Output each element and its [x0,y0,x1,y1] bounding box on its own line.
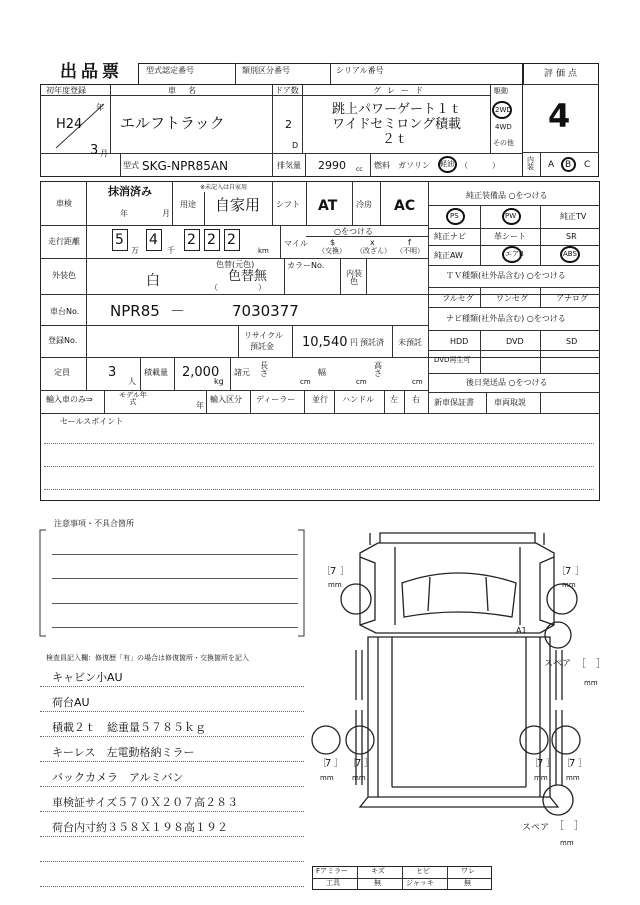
dims-label: 諸元 [234,368,250,377]
drive-4wd: 4WD [495,123,512,131]
genuine-tv: 純正TV [560,212,587,221]
note-underline [40,711,304,712]
first-reg-year: H24 [56,117,83,132]
manual: 車両取説 [494,398,526,407]
mile-opt1: （交換） [318,247,346,255]
tv-title: ＴＶ種類(社外品含む) ○をつける [446,271,566,280]
note-line-text: キーレス 左電動格納ミラー [52,746,195,759]
color-change-value: 色替無 [228,269,268,284]
bt-r1-c1: Fアミラー [316,867,349,875]
sheet-title: 出品票 [60,62,123,82]
drive-label: 駆動 [494,87,508,95]
category-no-label: 類別区分番号 [242,66,290,75]
handle-label: ハンドル [342,395,374,404]
score-label: 評価点 [544,69,581,79]
model-label: 型式 [123,161,139,170]
note-line-text: 荷台AU [52,696,90,709]
grade-line-1: 跳上パワーゲート１ｔ [332,102,463,117]
tire-rl1-value: 7 [325,758,332,769]
warranty: 新車保証書 [434,398,474,407]
mileage-km: km [258,247,269,255]
note-underline [40,686,304,687]
import-type-label: 輸入区分 [210,395,242,404]
bt-r1-c3: ヒビ [416,867,430,875]
width-label: 幅 [318,368,326,377]
chassis-dash: － [170,302,186,320]
bt-r2-c2: 無 [374,879,381,887]
fuel-gasoline: ガソリン [398,161,430,170]
displacement-value: 2990 [318,159,346,172]
tire-rl1-mm: mm [320,774,334,782]
caution-bracket [38,528,306,638]
length-label: 長さ [260,361,268,378]
grade-label: グレード [373,86,429,95]
length-cm: cm [300,378,311,386]
capacity-value: 3 [108,365,117,380]
leather-seat: 革シート [494,232,526,241]
exterior-label: 外装色 [52,271,76,280]
fuel-diesel: 軽油 [440,160,454,168]
car-name: エルフトラック [120,114,225,132]
dvd: DVD [506,337,524,346]
first-reg-month: 3 [90,143,99,158]
right-label: 右 [412,395,420,404]
note-line-text: 車検証サイズ５７０Ｘ２０７高２８３ [52,796,239,809]
capacity-label: 定員 [54,368,70,377]
grade-line-2: ワイドセミロング積載 [332,117,461,132]
first-reg-label: 初年度登録 [46,86,86,95]
mileage-unit-sen: 千 [167,246,175,255]
shaken-month-unit: 月 [162,209,170,218]
year-suffix: 年 [96,103,104,112]
chassis-prefix: NPR85 [110,302,160,320]
shaken-value: 抹消済み [108,185,152,198]
doors-value: 2 [285,118,292,131]
chassis-number: 7030377 [232,302,299,320]
mileage-digit-1: 5 [115,232,124,248]
tire-rr1-value: 7 [537,758,544,769]
color-change-label: 色替(元色) [216,260,255,269]
reg-no-label: 登録No. [48,336,78,345]
usage-label: 用途 [180,200,196,209]
mileage-digit-4: 2 [207,232,216,248]
note-line-text: キャビン小AU [52,671,123,684]
bt-r2-c4: 無 [464,879,471,887]
month-suffix: 月 [100,149,108,158]
import-label: 輸入車のみ⇒ [46,395,93,404]
tire-tl-mm: mm [328,581,342,589]
tire-tl-value: 7 [330,566,337,577]
model-year-label: モデル年式 [119,391,147,406]
inspector-label: 検査員記入欄：修復歴「有」の場合は修復箇所・交換箇所を記入 [46,654,249,662]
dvd-play: DVD再生可 [434,356,471,364]
spare-label-top: スペア [544,659,572,669]
recycle-paid: 預託済 [360,338,384,347]
tire-tr-value: 7 [565,566,572,577]
spare-label-bottom: スペア [522,823,550,833]
drive-other: その他 [493,139,514,147]
recycle-label-1: リサイクル [244,331,283,340]
mile-opt1-sym: $ [330,238,336,247]
height-cm: cm [412,378,423,386]
usage-value: 自家用 [215,196,261,214]
tire-rl2-mm: mm [352,774,366,782]
dealer-label: ディーラー [256,395,296,404]
oneseg: ワンセグ [496,294,528,303]
note-underline [40,811,304,812]
genuine-title: 純正装備品 ○をつける [466,191,548,200]
caution-label: 注意事項・不具合箇所 [54,519,134,528]
abs: ABS [563,250,577,258]
displacement-label: 排気量 [277,161,301,170]
airbag: エアB [505,250,524,258]
recycle-label-2: 預託金 [250,342,274,351]
note-underline [40,836,304,837]
bt-r1-c4: ワレ [461,867,475,875]
score-value: 4 [548,97,571,135]
hdd: HDD [450,337,469,346]
recycle-value: 10,540 [302,335,348,350]
note-line-text: 荷台内寸約３５８Ｘ１９８高１９２ [52,821,228,834]
tire-rr2-mm: mm [566,774,580,782]
mileage-label: 走行距離 [48,237,80,246]
recycle-unit: 円 [350,338,358,347]
mark-a1: A1 [516,626,527,635]
bt-r2-c3: ジャッキ [406,879,434,887]
load-unit: kg [214,377,224,386]
model-value: SKG-NPR85AN [142,159,229,173]
tire-rr2-value: 7 [569,758,576,769]
shaken-label: 車検 [56,199,72,208]
interior-color-label: 内装色 [346,269,362,286]
cc-unit: cc [356,166,363,173]
genuine-navi: 純正ナビ [434,232,466,241]
chassis-label: 車台No. [50,307,80,316]
doors-suffix: D [292,141,299,150]
spare-top-mm: mm [584,679,598,687]
approval-no-label: 型式認定番号 [146,66,194,75]
usage-note: ※未記入は自家用 [200,184,248,191]
spare-bottom-mm: mm [560,839,574,847]
load-label: 積載量 [144,368,168,377]
ac-value: AC [394,198,416,214]
recycle-unpaid: 未預託 [398,338,422,347]
mile-opt2: （改ざん） [356,247,391,255]
interior-c: C [584,160,591,170]
doors-label: ドア数 [275,86,299,95]
fullseg: フルセグ [442,294,474,303]
shift-value: AT [318,198,338,214]
shaken-year-unit: 年 [120,209,128,218]
pw: PW [505,212,517,220]
mileage-digit-2: 4 [149,232,158,248]
interior-a: A [548,160,555,170]
header-id-row [138,63,524,85]
color-change-paren: （ ） [210,283,266,292]
sales-point-label: セールスポイント [60,417,124,426]
interior-b: B [565,160,572,170]
note-underline [40,786,304,787]
bt-r1-c2: キズ [371,867,385,875]
grade-line-3: ２ｔ [382,132,409,147]
mile-opt3-sym: f [408,238,411,247]
sunroof: SR [566,232,577,241]
analog: アナログ [556,294,588,303]
mile-mark-note: ○をつける [334,227,373,236]
color-no-label: カラーNo. [287,261,325,270]
navi-title: ナビ種類(社外品含む) ○をつける [446,314,566,323]
exterior-value: 白 [146,273,160,289]
genuine-aw: 純正AW [434,251,463,260]
mileage-unit-man: 万 [131,246,139,255]
model-year-unit: 年 [196,401,204,410]
fuel-other: （ ） [460,161,500,170]
tire-tr-mm: mm [562,581,576,589]
note-line-text: 積載２ｔ 総重量５７８５ｋｇ [52,721,206,734]
serial-no-label: シリアル番号 [336,66,384,75]
note-underline [40,736,304,737]
note-underline [40,761,304,762]
mile-label: マイル [284,239,308,248]
fuel-label: 燃料 [374,161,390,170]
tire-rr1-mm: mm [534,774,548,782]
ac-label: 冷房 [356,200,372,209]
width-cm: cm [356,378,367,386]
car-name-label: 車名 [168,86,208,95]
left-label: 左 [390,395,398,404]
sd: SD [566,337,578,346]
load-value: 2,000 [182,365,220,380]
later-title: 後日発送品 ○をつける [466,378,548,387]
note-line-text: バックカメラ アルミバン [52,771,184,784]
bt-r2-c1: 工具 [326,879,340,887]
mileage-digit-5: 2 [227,232,236,248]
shift-label: シフト [276,200,300,209]
interior-label: 内装 [527,156,534,171]
parallel-label: 並行 [312,395,328,404]
ps: PS [450,212,459,220]
mile-opt2-sym: x [370,238,375,247]
height-label: 高さ [374,361,382,378]
capacity-unit: 人 [128,377,136,386]
tire-rl2-value: 7 [355,758,362,769]
drive-2wd: 2WD [495,106,512,114]
mile-opt3: （不明） [396,247,424,255]
mileage-digit-3: 2 [187,232,196,248]
